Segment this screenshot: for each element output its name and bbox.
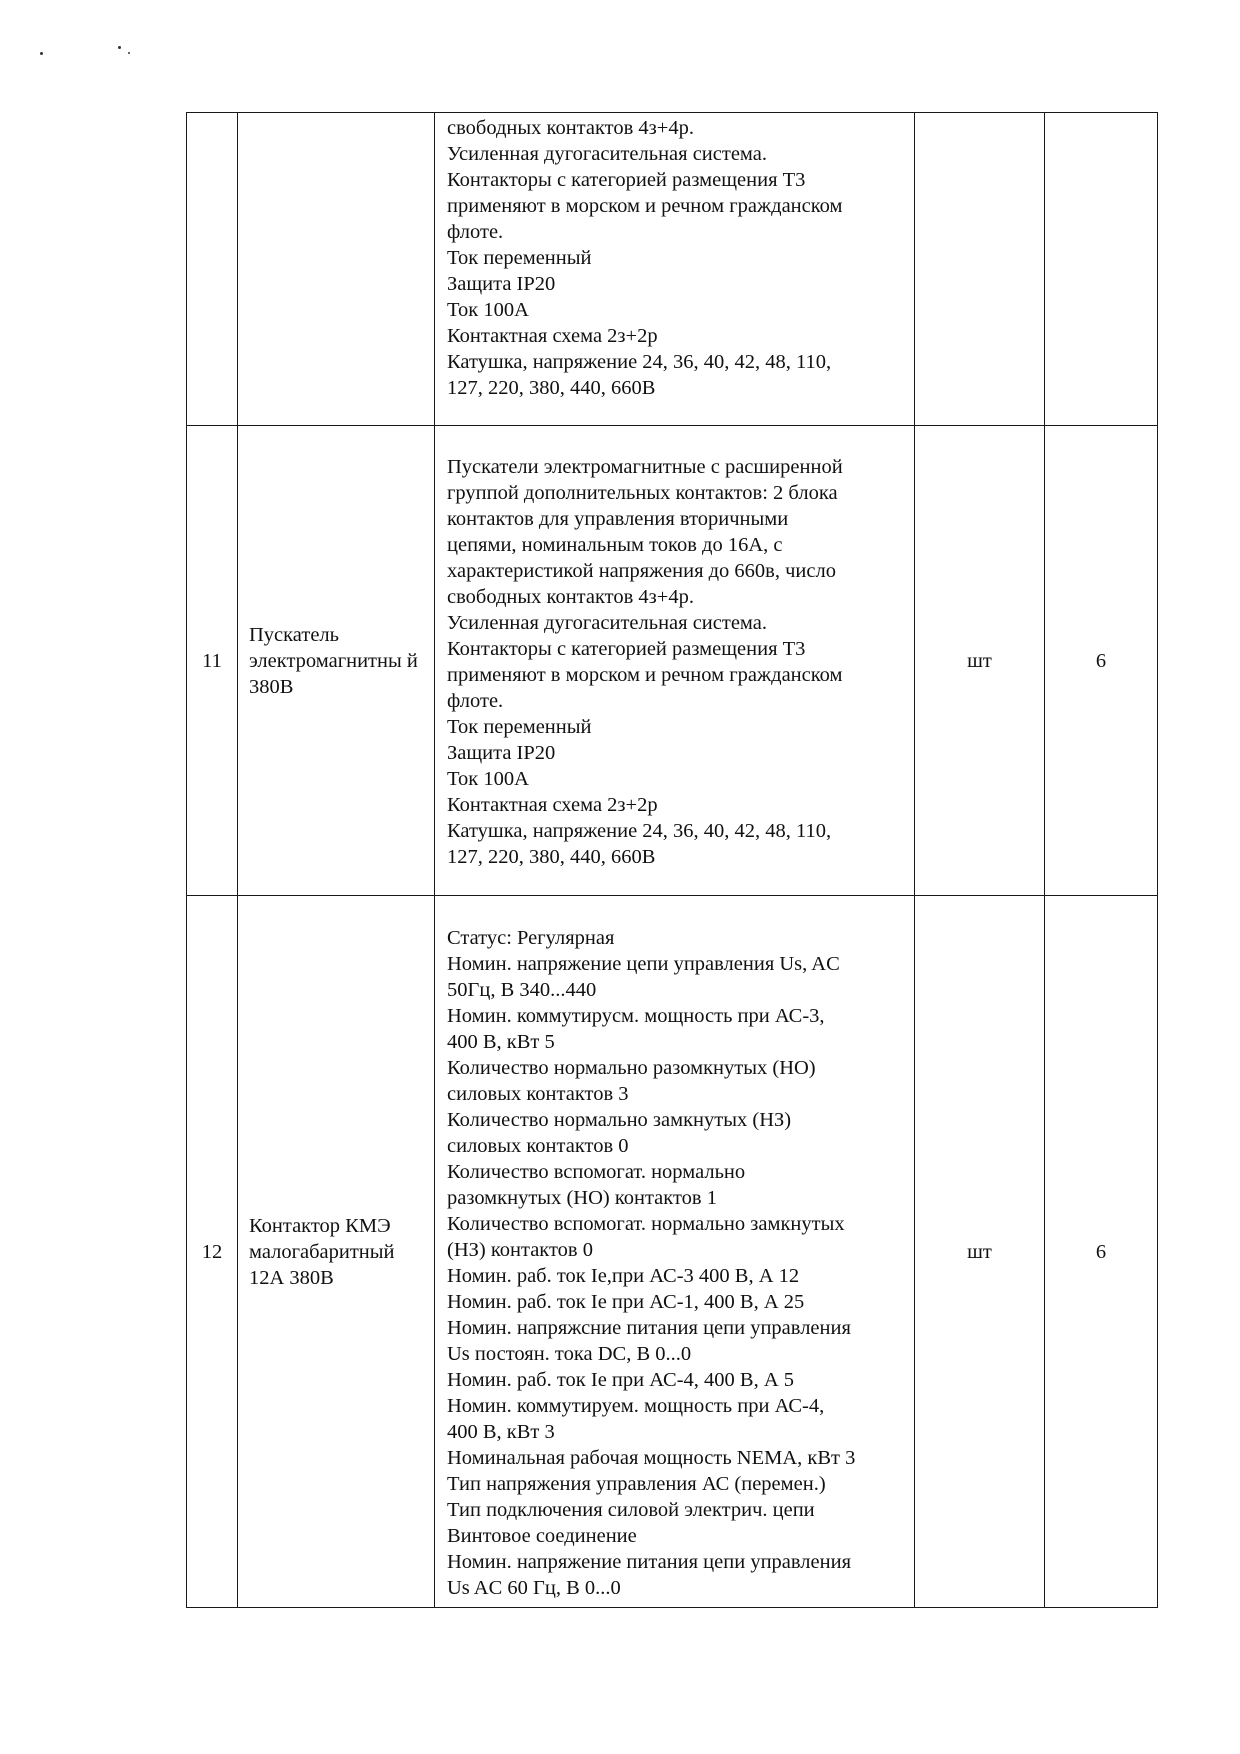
quantity-cell: 6: [1045, 426, 1158, 896]
specification-table: [186, 112, 1158, 1608]
item-description-cell: [435, 113, 915, 426]
item-name-cell: [238, 896, 435, 1608]
table-row: [187, 426, 1158, 896]
quantity-cell: [1045, 113, 1158, 426]
table-row: [187, 896, 1158, 1608]
item-description: Статус: Регулярная Номин. напряжение цепи управления Us, AC 50Гц, В 340...440 Номин. коммутирусм. мощность при АС-3, 400 В, кВт 5 Количество нормально разомкнутых (НО) силовых контактов 3 Количество нормально замкнутых (НЗ) силовых контактов 0 Количество вспомогат. нормально разомкнутых (НО) контактов 1 Количество вспомогат. нормально замкнутых (НЗ) контактов 0 Номин. раб. ток Ie,при АС-3 400 В, А 12 Номин. раб. ток Ie при АС-1, 400 В, А 25 Номин. напряжсние питания цепи управления Us постоян. тока DC, В 0...0 Номин. раб. ток Ie при АС-4, 400 В, А 5 Номин. коммутируем. мощность при АС-4, 400 В, кВт 3 Номинальная рабочая мощность NEMA, кВт 3 Тип напряжения управления АС (перемен.) Тип подключения силовой электрич. цепи Винтовое соединение Номин. напряжение питания цепи управления Us AC 60 Гц, В 0...0: [447, 927, 856, 1599]
row-number-cell: 12: [187, 896, 238, 1608]
item-name: Контактор КМЭ малогабаритный 12А 380В: [249, 1214, 395, 1289]
row-number-cell: [187, 113, 238, 426]
item-description-cell: [435, 896, 915, 1608]
item-description-cell: [435, 426, 915, 896]
item-description: свободных контактов 4з+4р. Усиленная дугогасительная система. Контакторы с категорией размещения Т3 применяют в морском и речном гражданском флоте. Ток переменный Защита IP20 Ток 100А Контактная схема 2з+2р Катушка, напряжение 24, 36, 40, 42, 48, 110, 127, 220, 380, 440, 660В: [447, 117, 843, 399]
unit-cell: шт: [915, 426, 1045, 896]
scan-speck: [40, 52, 43, 55]
item-description: Пускатели электромагнитные с расширенной группой дополнительных контактов: 2 блока контактов для управления вторичными цепями, номинальным токов до 16А, с характеристикой напряжения до 660в, число свободных контактов 4з+4р. Усиленная дугогасительная система. Контакторы с категорией размещения Т3 применяют в морском и речном гражданском флоте. Ток переменный Защита IP20 Ток 100А Контактная схема 2з+2р Катушка, напряжение 24, 36, 40, 42, 48, 110, 127, 220, 380, 440, 660В: [447, 456, 843, 868]
row-number-cell: 11: [187, 426, 238, 896]
item-name-cell: [238, 113, 435, 426]
item-name-cell: [238, 426, 435, 896]
unit-cell: шт: [915, 896, 1045, 1608]
item-name: Пускатель электромагнитны й 380В: [249, 623, 418, 698]
scan-speck: [128, 52, 130, 54]
quantity-cell: 6: [1045, 896, 1158, 1608]
scan-speck: [118, 46, 121, 49]
table-row: [187, 113, 1158, 426]
unit-cell: [915, 113, 1045, 426]
